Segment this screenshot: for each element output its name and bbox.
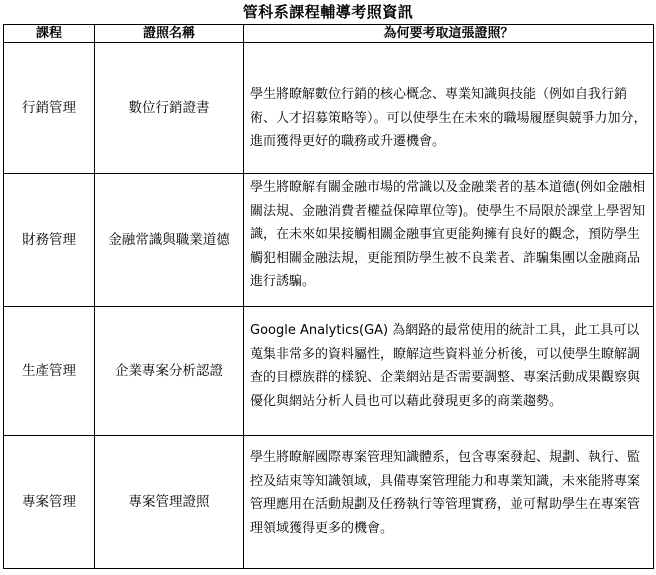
course-cell: 生產管理: [4, 307, 95, 436]
course-cell: 行銷管理: [4, 43, 95, 174]
reason-text: 學生將瞭解國際專案管理知識體系，包含專案發起、規劃、執行、監控及結束等知識領域，具備專案管理能力和專業知識，未來能將專案管理應用在活動規劃及任務執行等管理實務，並可幫助學生在專案管理領域獲得更多的機會。: [250, 450, 641, 536]
reason-text: Google Analytics(GA) 為網路的最常使用的統計工具，此工具可以蒐集非常多的資料屬性，瞭解這些資料並分析後，可以使學生瞭解調查的目標族群的樣貌、企業網站是否需要調整、專案活動成果觀察與優化與網站分析人員也可以藉此發現更多的商業趨勢。: [250, 323, 641, 409]
page-title: 管科系課程輔導考照資訊: [242, 3, 414, 21]
certification-table: [3, 24, 654, 569]
course-cell: 專案管理: [4, 436, 95, 569]
certificate-cell: 金融常識與職業道德: [95, 174, 244, 307]
certificate-cell: 數位行銷證書: [95, 43, 244, 174]
reason-cell: [244, 436, 654, 569]
certificate-cell: 企業專案分析認證: [95, 307, 244, 436]
table-row: [4, 174, 654, 307]
header-reason: 為何要考取這張證照？: [244, 25, 654, 43]
table-row: [4, 307, 654, 436]
reason-cell: [244, 307, 654, 436]
reason-text: 學生將瞭解數位行銷的核心概念、專業知識與技能（例如自我行銷術、人才招募策略等）。可以使學生在未來的職場履歷與競爭力加分，進而獲得更好的職務或升遷機會。: [250, 87, 647, 149]
course-cell: 財務管理: [4, 174, 95, 307]
table-header-row: [4, 25, 654, 43]
table-row: [4, 43, 654, 174]
reason-cell: [244, 43, 654, 174]
certificate-cell: 專案管理證照: [95, 436, 244, 569]
table-row: [4, 436, 654, 569]
header-certificate: 證照名稱: [95, 25, 244, 43]
header-course: 課程: [4, 25, 95, 43]
reason-text: 學生將瞭解有關金融市場的常識以及金融業者的基本道德(例如金融相關法規、金融消費者權益保障單位等)。使學生不局限於課堂上學習知識，在未來如果接觸相關金融事宜更能夠擁有良好的觀念，預防學生觸犯相關金融法規，更能預防學生被不良業者、詐騙集團以金融商品進行誘騙。: [250, 180, 646, 289]
reason-cell: [244, 174, 654, 307]
